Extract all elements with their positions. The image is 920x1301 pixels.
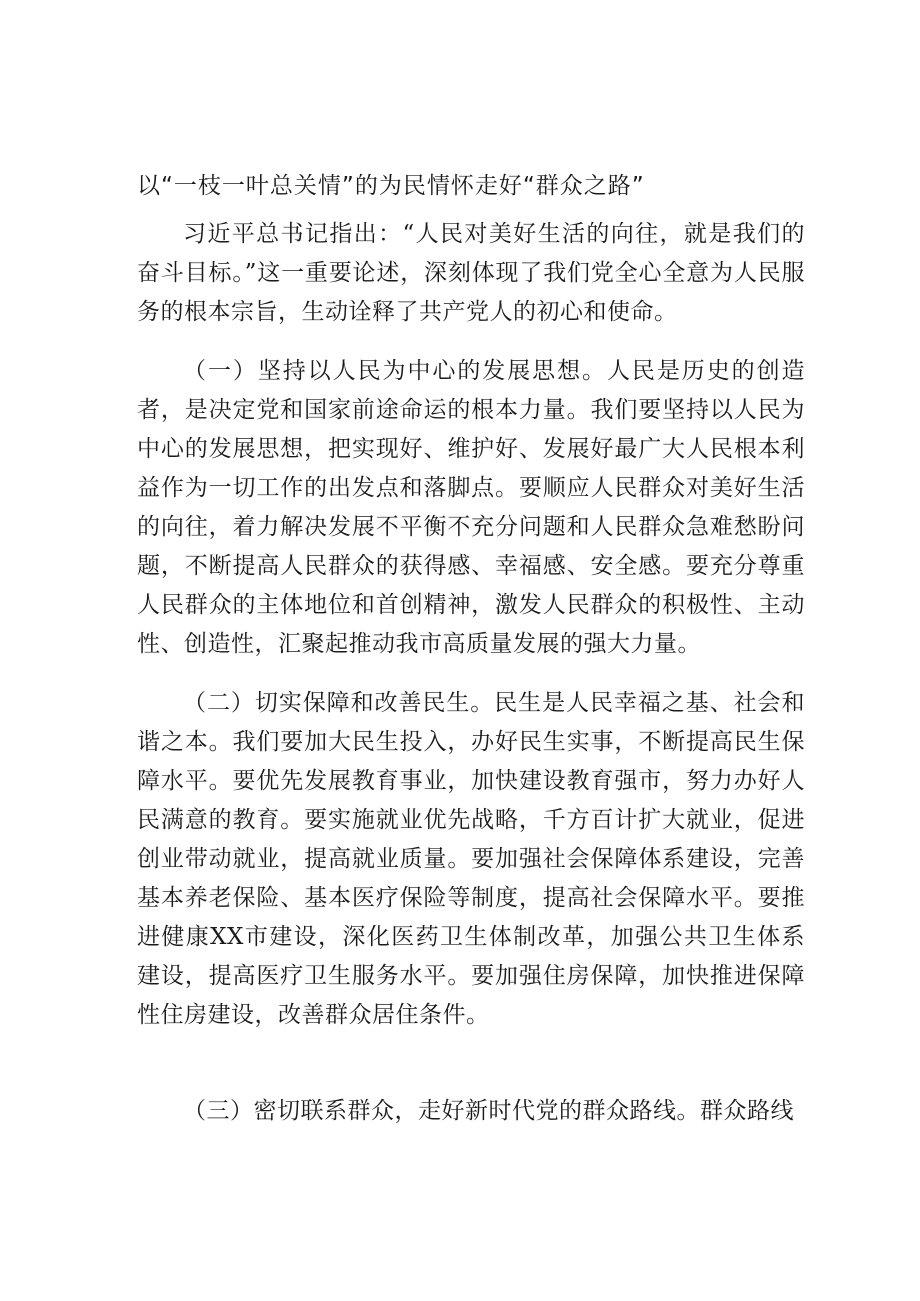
- document-title: 以“一枝一叶总关情”的为民情怀走好“群众之路”: [137, 173, 645, 199]
- paragraph-intro: 习近平总书记指出：“人民对美好生活的向往，就是我们的奋斗目标。”这一重要论述，深刻体现了我们党全心全意为人民服务的根本宗旨，生动诠释了共产党人的初心和使命。: [137, 221, 805, 325]
- paragraph-section-2: （二）切实保障和改善民生。民生是人民幸福之基、社会和谐之本。我们要加大民生投入，办好民生实事，不断提高民生保障水平。要优先发展教育事业，加快建设教育强市，努力办好人民满意的教育。要实施就业优先战略，千方百计扩大就业，促进创业带动就业，提高就业质量。要加强社会保障体系建设，完善基本养老保险、基本医疗保险等制度，提高社会保障水平。要推进健康XX市建设，深化医药卫生体制改革，加强公共卫生体系建设，提高医疗卫生服务水平。要加强住房保障，加快推进保障性住房建设，改善群众居住条件。: [137, 690, 805, 1028]
- paragraph-section-1: （一）坚持以人民为中心的发展思想。人民是历史的创造者，是决定党和国家前途命运的根本力量。我们要坚持以人民为中心的发展思想，把实现好、维护好、发展好最广大人民根本利益作为一切工作的出发点和落脚点。要顺应人民群众对美好生活的向往，着力解决发展不平衡不充分问题和人民群众急难愁盼问题，不断提高人民群众的获得感、幸福感、安全感。要充分尊重人民群众的主体地位和首创精神，激发人民群众的积极性、主动性、创造性，汇聚起推动我市高质量发展的强大力量。: [137, 358, 805, 657]
- paragraph-section-3: （三）密切联系群众，走好新时代党的群众路线。群众路线: [183, 1098, 794, 1124]
